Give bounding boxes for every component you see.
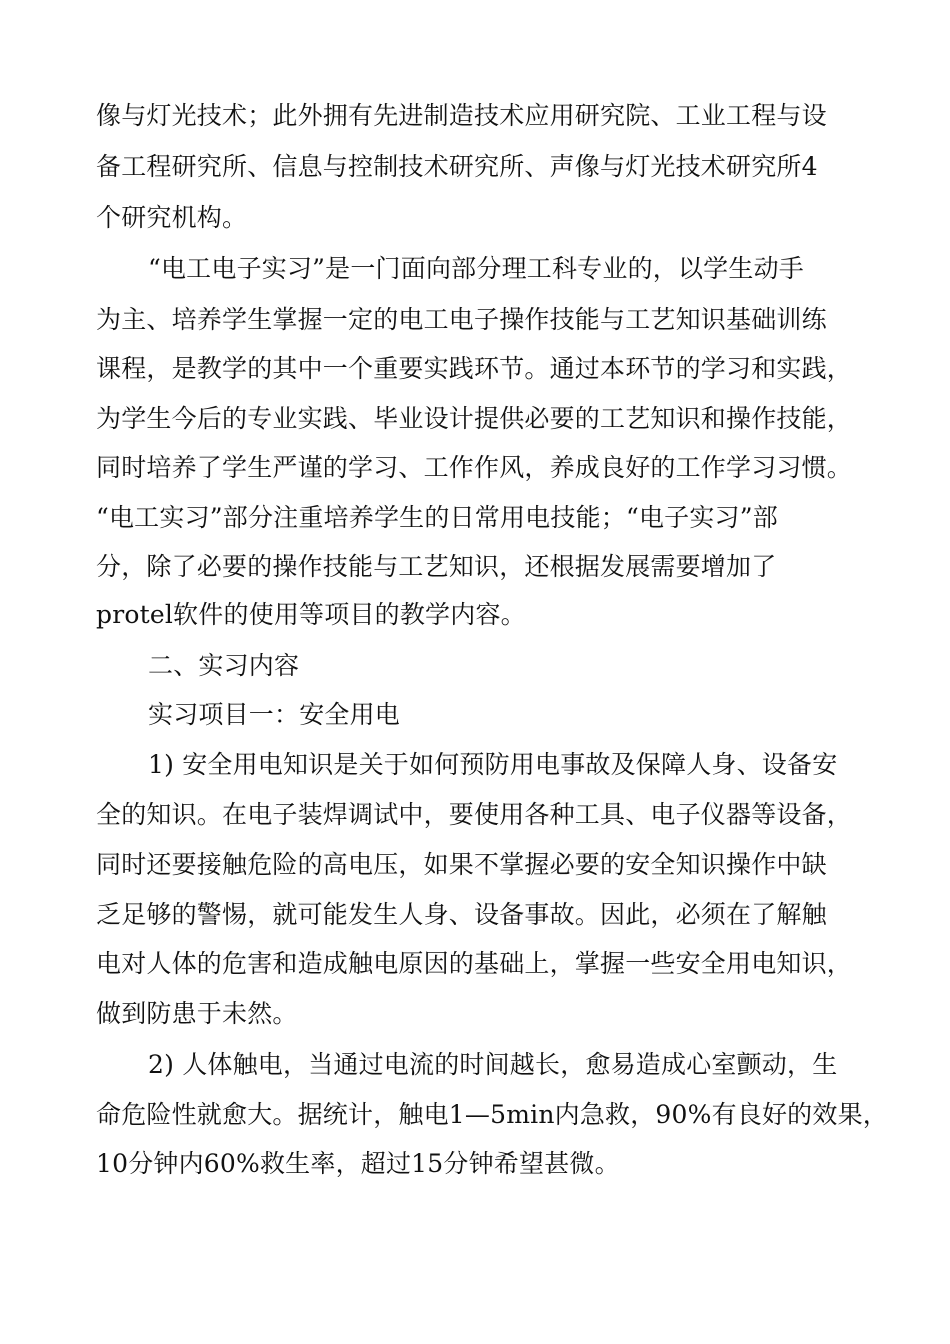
paragraph-2-line-5: 同时培养了学生严谨的学习、工作作风，养成良好的工作学习习惯。 [96, 453, 853, 482]
item-1-line-4: 乏足够的警惕，就可能发生人身、设备事故。因此，必须在了解触 [96, 900, 827, 929]
item-1-line-6: 做到防患于未然。 [96, 999, 298, 1028]
item-1-line-1: 1) 安全用电知识是关于如何预防用电事故及保障人身、设备安 [148, 750, 838, 779]
paragraph-2-line-4: 为学生今后的专业实践、毕业设计提供必要的工艺知识和操作技能， [96, 404, 853, 433]
paragraph-1-line-2: 备工程研究所、信息与控制技术研究所、声像与灯光技术研究所4 [96, 152, 818, 181]
paragraph-1-line-1: 像与灯光技术；此外拥有先进制造技术应用研究院、工业工程与设 [96, 101, 827, 130]
paragraph-2-line-3: 课程，是教学的其中一个重要实践环节。通过本环节的学习和实践， [96, 354, 853, 383]
item-1-line-3: 同时还要接触危险的高电压，如果不掌握必要的安全知识操作中缺 [96, 850, 827, 879]
paragraph-2-line-6: “电工实习”部分注重培养学生的日常用电技能；“电子实习”部 [96, 503, 778, 532]
item-2-line-1: 2) 人体触电，当通过电流的时间越长，愈易造成心室颤动，生 [148, 1050, 838, 1079]
paragraph-2-line-7: 分，除了必要的操作技能与工艺知识，还根据发展需要增加了 [96, 552, 777, 581]
item-2-line-2: 命危险性就愈大。据统计，触电1—5min内急救，90%有良好的效果， [96, 1100, 888, 1129]
project-heading: 实习项目一：安全用电 [148, 700, 401, 729]
item-2-line-3: 10分钟内60%救生率，超过15分钟希望甚微。 [96, 1149, 620, 1178]
item-1-line-5: 电对人体的危害和造成触电原因的基础上，掌握一些安全用电知识， [96, 949, 853, 978]
section-heading: 二、实习内容 [148, 651, 300, 680]
paragraph-2-line-8: protel软件的使用等项目的教学内容。 [96, 600, 526, 629]
paragraph-2-line-1: “电工电子实习”是一门面向部分理工科专业的，以学生动手 [148, 254, 804, 283]
item-1-line-2: 全的知识。在电子装焊调试中，要使用各种工具、电子仪器等设备， [96, 800, 853, 829]
paragraph-2-line-2: 为主、培养学生掌握一定的电工电子操作技能与工艺知识基础训练 [96, 305, 827, 334]
paragraph-1-line-3: 个研究机构。 [96, 203, 248, 232]
